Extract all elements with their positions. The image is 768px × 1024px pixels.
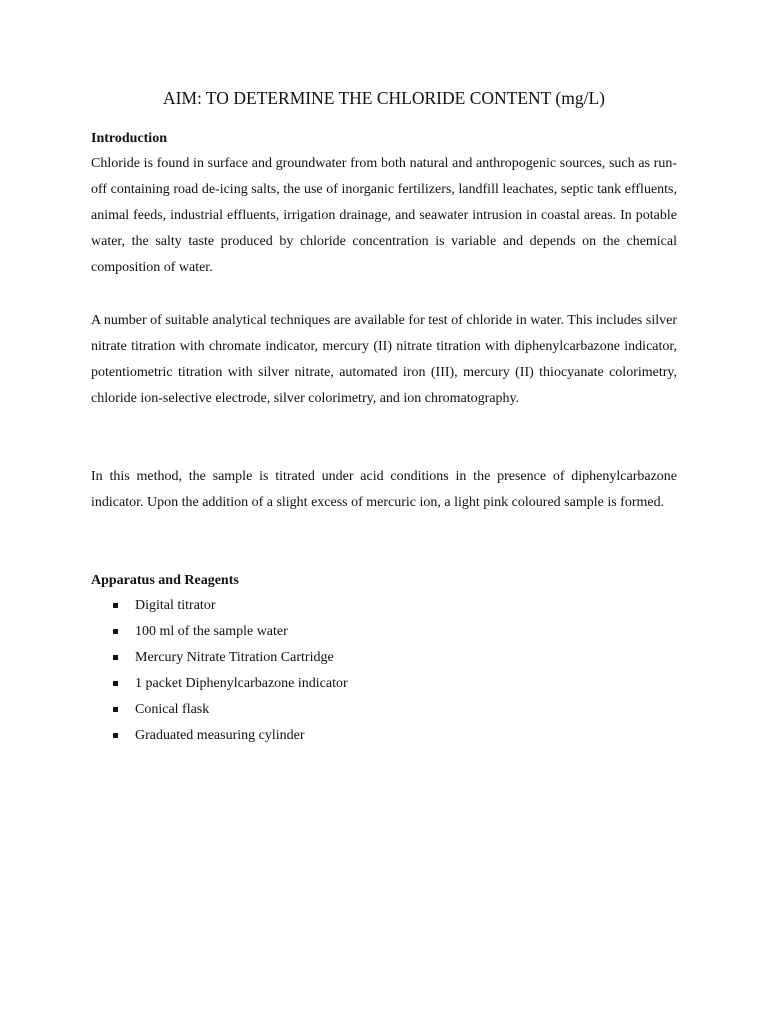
square-bullet-icon <box>113 707 118 712</box>
apparatus-list <box>91 593 348 749</box>
introduction-paragraph-3: In this method, the sample is titrated under acid conditions in the presence of diphenylcarbazone indicator. Upon the addition of a slight excess of mercuric ion, a light pink coloured sample is formed. <box>91 469 677 510</box>
list-item <box>91 619 348 645</box>
square-bullet-icon <box>113 603 118 608</box>
square-bullet-icon <box>113 681 118 686</box>
introduction-paragraph-2: A number of suitable analytical techniques are available for test of chloride in water. This includes silver nitrate titration with chromate indicator, mercury (II) nitrate titration with diphenylcarbazone indicator, potentiometric titration with silver nitrate, automated iron (III), mercury (II) thiocyanate colorimetry, chloride ion-selective electrode, silver colorimetry, and ion chromatography. <box>91 313 677 406</box>
list-item-label: Digital titrator <box>135 598 216 613</box>
introduction-heading: Introduction <box>91 131 167 146</box>
introduction-paragraph-1: Chloride is found in surface and groundwater from both natural and anthropogenic sources, such as run-off containing road de-icing salts, the use of inorganic fertilizers, landfill leachates, septic tank effluents, animal feeds, industrial effluents, irrigation drainage, and seawater intrusion in coastal areas. In potable water, the salty taste produced by chloride concentration is variable and depends on the chemical composition of water. <box>91 156 677 275</box>
apparatus-heading: Apparatus and Reagents <box>91 573 239 588</box>
list-item <box>91 671 348 697</box>
list-item <box>91 593 348 619</box>
list-item-label: 100 ml of the sample water <box>135 624 288 639</box>
page-title: AIM: TO DETERMINE THE CHLORIDE CONTENT (mg/L) <box>162 88 605 108</box>
list-item-label: Mercury Nitrate Titration Cartridge <box>135 650 334 665</box>
list-item <box>91 645 348 671</box>
list-item-label: Graduated measuring cylinder <box>135 728 305 743</box>
list-item-label: 1 packet Diphenylcarbazone indicator <box>135 676 348 691</box>
list-item-label: Conical flask <box>135 702 210 717</box>
square-bullet-icon <box>113 733 118 738</box>
square-bullet-icon <box>113 629 118 634</box>
list-item <box>91 723 348 749</box>
list-item <box>91 697 348 723</box>
square-bullet-icon <box>113 655 118 660</box>
